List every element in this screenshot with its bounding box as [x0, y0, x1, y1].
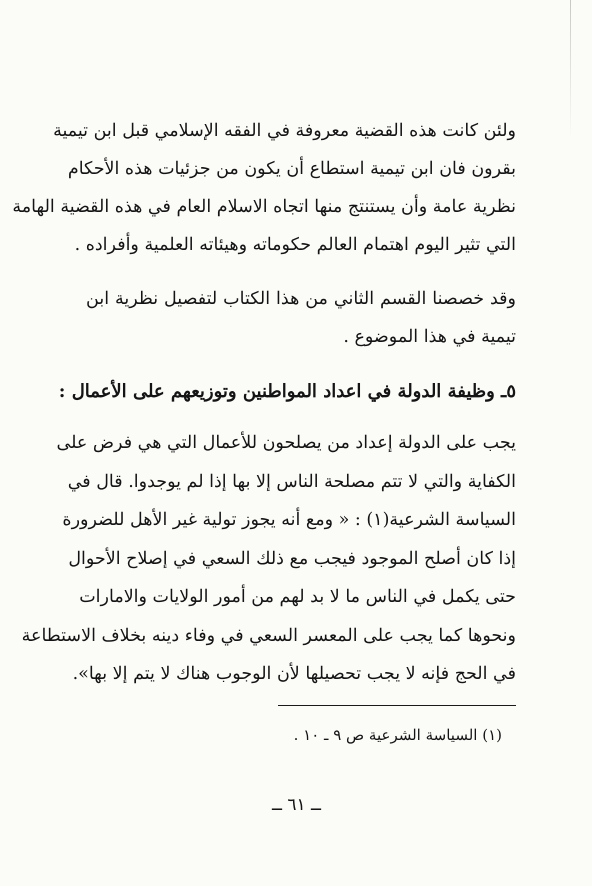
text-line: حتى يكمل في الناس ما لا بد لهم من أمور الولايات والامارات — [79, 587, 516, 607]
scan-edge-mark — [570, 0, 571, 140]
text-line: نظرية عامة وأن يستنتج منها اتجاه الاسلام العام في هذه القضية الهامة — [12, 197, 516, 217]
text-line: في الحج فإنه لا يجب تحصيلها لأن الوجوب هناك لا يتم إلا بها». — [72, 664, 516, 684]
text-line: إذا كان أصلح الموجود فيجب مع ذلك السعي في إصلاح الأحوال — [68, 548, 516, 569]
paragraph-intro — [12, 112, 516, 264]
page-number: ــ ٦١ ــ — [272, 795, 322, 815]
text-line: بقرون فان ابن تيمية استطاع أن يكون من جزئيات هذه الأحكام — [67, 159, 516, 179]
text-line: ونحوها كما يجب على المعسر السعي في وفاء دينه بخلاف الاستطاعة — [21, 625, 516, 646]
text-line: التي تثير اليوم اهتمام العالم حكوماته وهيئاته العلمية وأفراده . — [74, 235, 516, 255]
text-line: وقد خصصنا القسم الثاني من هذا الكتاب لتفصيل نظرية ابن — [86, 289, 516, 309]
footnote-separator — [278, 705, 516, 706]
text-line: ولئن كانت هذه القضية معروفة في الفقه الإسلامي قبل ابن تيمية — [53, 121, 516, 141]
section-heading: ٥ـ وظيفة الدولة في اعداد المواطنين وتوزيعهم على الأعمال : — [58, 381, 516, 402]
footnote: (١) السياسة الشرعية ص ٩ ـ ١٠ . — [293, 726, 502, 744]
paragraph-section-note — [86, 280, 516, 356]
text-line: تيمية في هذا الموضوع . — [343, 327, 516, 347]
text-line: الكفاية والتي لا تتم مصلحة الناس إلا بها إذا لم يوجدوا. قال في — [67, 471, 516, 492]
paragraph-state-duty — [21, 424, 516, 694]
text-line: السياسة الشرعية(١) : « ومع أنه يجوز تولية غير الأهل للضرورة — [62, 510, 516, 530]
text-line: يجب على الدولة إعداد من يصلحون للأعمال التي هي فرض على — [56, 433, 516, 453]
